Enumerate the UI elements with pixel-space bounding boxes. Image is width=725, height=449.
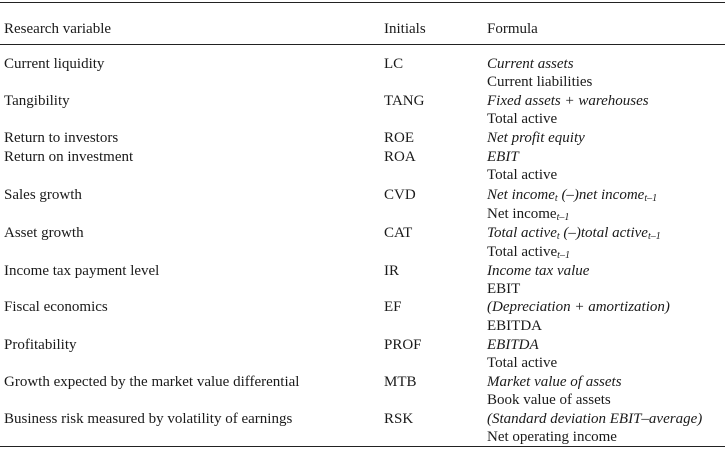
row-variable: Tangibility: [4, 93, 70, 109]
row-initials: ROA: [384, 149, 416, 165]
header-research-variable: Research variable: [4, 21, 112, 37]
row-formula-numerator: EBITDA: [487, 337, 539, 353]
row-formula-denominator: Net income$_{t-1}$: [487, 206, 570, 223]
row-initials: CAT: [384, 225, 413, 241]
table-header-rule: [0, 44, 725, 45]
row-formula-numerator: Fixed assets + warehouses: [487, 93, 649, 109]
row-initials: TANG: [384, 93, 425, 109]
row-variable: Current liquidity: [4, 56, 105, 72]
row-initials: ROE: [384, 130, 414, 146]
row-variable: Income tax payment level: [4, 263, 160, 279]
row-initials: MTB: [384, 374, 417, 390]
row-initials: PROF: [384, 337, 422, 353]
row-formula-numerator: Total active$_t$ (–)total active$_{t-1}$: [487, 225, 661, 242]
row-formula-numerator: Market value of assets: [487, 374, 622, 390]
row-initials: CVD: [384, 187, 416, 203]
row-formula-denominator: Net operating income: [487, 429, 617, 445]
row-formula-denominator: EBIT: [487, 281, 521, 297]
row-initials: RSK: [384, 411, 414, 427]
row-formula-denominator: Total active: [487, 355, 558, 371]
row-variable: Profitability: [4, 337, 77, 353]
row-variable: Asset growth: [4, 225, 84, 241]
row-variable: Return on investment: [4, 149, 134, 165]
row-formula-numerator: (Standard deviation EBIT–average): [487, 411, 703, 427]
row-formula-denominator: Total active: [487, 167, 558, 183]
table-bottom-rule: [0, 446, 725, 447]
row-formula-numerator: Current assets: [487, 56, 574, 72]
header-formula: Formula: [487, 21, 538, 37]
header-initials: Initials: [384, 21, 426, 37]
row-formula-numerator: Net profit equity: [487, 130, 585, 146]
row-formula-denominator: Total active$_{t-1}$: [487, 244, 570, 261]
row-variable: Fiscal economics: [4, 299, 108, 315]
row-formula-denominator: Current liabilities: [487, 74, 593, 90]
row-formula-numerator: (Depreciation + amortization): [487, 299, 670, 315]
row-initials: EF: [384, 299, 402, 315]
row-variable: Return to investors: [4, 130, 119, 146]
row-initials: LC: [384, 56, 404, 72]
row-variable: Sales growth: [4, 187, 82, 203]
row-variable: Business risk measured by volatility of earnings: [4, 411, 293, 427]
row-formula-numerator: Net income$_t$ (–)net income$_{t-1}$: [487, 187, 658, 204]
row-variable: Growth expected by the market value differential: [4, 374, 300, 390]
row-formula-denominator: Total active: [487, 111, 558, 127]
row-initials: IR: [384, 263, 399, 279]
table-top-rule: [0, 2, 725, 3]
row-formula-denominator: Book value of assets: [487, 392, 611, 408]
row-formula-numerator: Income tax value: [487, 263, 590, 279]
row-formula-numerator: EBIT: [487, 149, 519, 165]
row-formula-denominator: EBITDA: [487, 318, 542, 334]
